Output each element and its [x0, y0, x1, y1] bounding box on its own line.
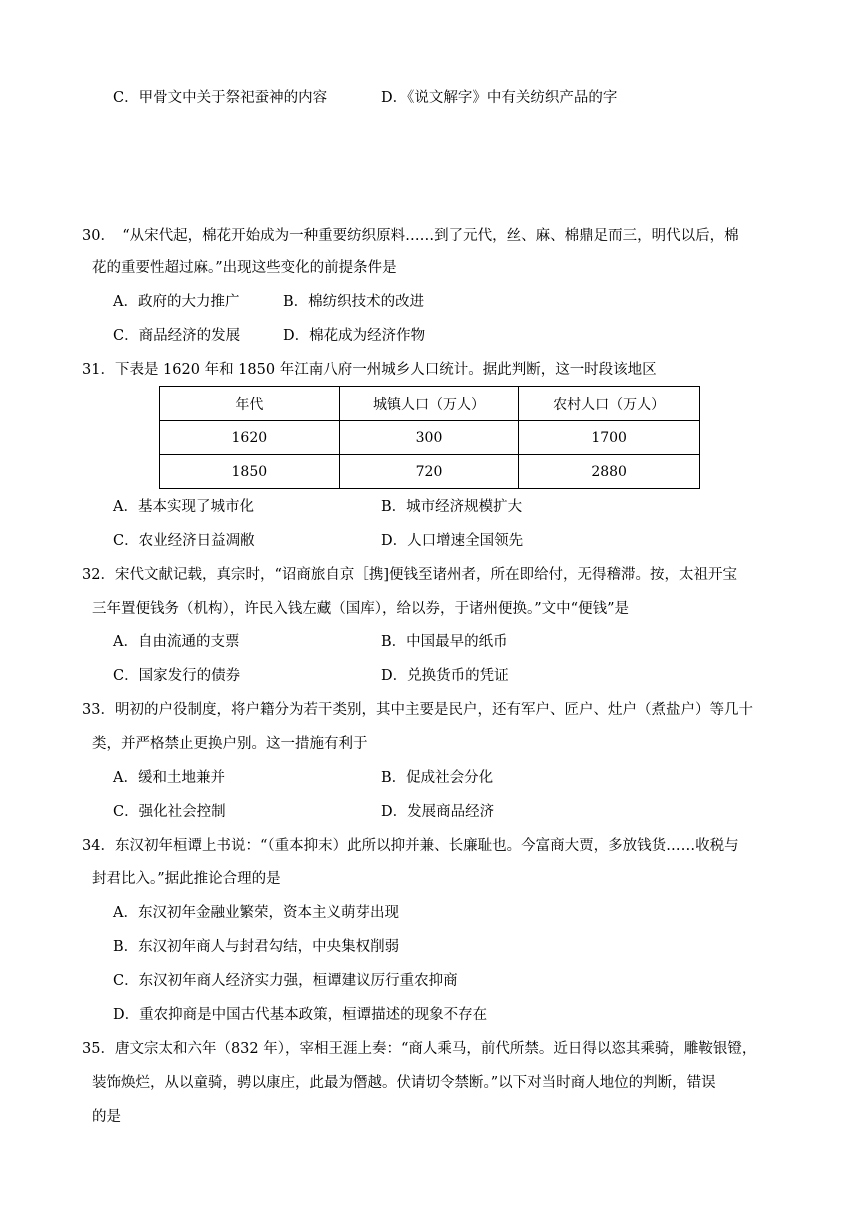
table-row: [160, 455, 700, 489]
q31-stem-line1: 31．下表是 1620 年和 1850 年江南八府一州城乡人口统计。据此判断，这一时段该地区: [82, 362, 657, 378]
q33-option-b: B．促成社会分化: [381, 770, 494, 786]
table-cell: 720: [339, 455, 519, 489]
q30-stem-line1: 30． “从宋代起，棉花开始成为一种重要纺织原料……到了元代，丝、麻、棉鼎足而三，明代以后，棉: [82, 228, 739, 244]
q32-option-d: D．兑换货币的凭证: [381, 668, 509, 684]
q34-option-d: D．重农抑商是中国古代基本政策，桓谭描述的现象不存在: [113, 1007, 488, 1023]
table-row: [160, 421, 700, 455]
q33-option-a: A．缓和土地兼并: [113, 770, 225, 786]
q32-stem-line2: 三年置便钱务（机构），许民入钱左藏（国库），给以券，于诸州便换。”文中“便钱”是: [92, 601, 629, 617]
table-header-cell: 城镇人口（万人）: [339, 387, 519, 421]
table-cell: 1620: [160, 421, 340, 455]
q29-option-c: C．甲骨文中关于祭祀蚕神的内容: [113, 90, 328, 106]
q31-option-d: D．人口增速全国领先: [381, 533, 524, 549]
q34-stem-line2: 封君比入。”据此推论合理的是: [92, 871, 281, 887]
q32-option-c: C．国家发行的债券: [113, 668, 241, 684]
q32-option-a: A．自由流通的支票: [113, 634, 240, 650]
q33-option-d: D．发展商品经济: [381, 804, 495, 820]
q34-option-b: B．东汉初年商人与封君勾结，中央集权削弱: [113, 939, 400, 955]
table-header-cell: 年代: [160, 387, 340, 421]
q31-option-a: A．基本实现了城市化: [113, 499, 254, 515]
q32-option-b: B．中国最早的纸币: [381, 634, 508, 650]
q31-option-c: C．农业经济日益凋敝: [113, 533, 255, 549]
q33-option-c: C．强化社会控制: [113, 804, 226, 820]
q35-stem-line1: 35．唐文宗太和六年（832 年），宰相王涯上奏：“商人乘马，前代所禁。近日得以恣其乘骑，雕鞍银镫，: [82, 1041, 757, 1057]
q33-stem-line2: 类，并严格禁止更换户别。这一措施有利于: [92, 736, 368, 752]
table-cell: 300: [339, 421, 519, 455]
q35-stem-line2: 装饰焕烂，从以童骑，骋以康庄，此最为僭越。伏请切令禁断。”以下对当时商人地位的判断，错误: [92, 1075, 716, 1091]
table-header-row: [160, 387, 700, 421]
q35-stem-line3: 的是: [92, 1109, 121, 1125]
q32-stem-line1: 32．宋代文献记载，真宗时，“诏商旅自京［携]便钱至诸州者，所在即给付，无得稽滞。按，太祖开宝: [82, 567, 738, 583]
q29-option-d: D．《说文解字》中有关纺织产品的字: [381, 90, 618, 106]
table-cell: 2880: [519, 455, 700, 489]
q34-option-c: C．东汉初年商人经济实力强，桓谭建议厉行重农抑商: [113, 973, 458, 989]
q30-option-c: C．商品经济的发展: [113, 328, 241, 344]
q30-option-b: B．棉纺织技术的改进: [283, 294, 425, 310]
table-cell: 1850: [160, 455, 340, 489]
q30-option-d: D．棉花成为经济作物: [283, 328, 426, 344]
population-table: [159, 386, 700, 489]
q33-stem-line1: 33．明初的户役制度，将户籍分为若干类别，其中主要是民户，还有军户、匠户、灶户（煮盐户）等几十: [82, 702, 753, 718]
q34-stem-line1: 34．东汉初年桓谭上书说：“（重本抑末）此所以抑并兼、长廉耻也。今富商大贾，多放钱货……收税与: [82, 838, 739, 854]
q34-option-a: A．东汉初年金融业繁荣，资本主义萌芽出现: [113, 905, 399, 921]
q31-option-b: B．城市经济规模扩大: [381, 499, 523, 515]
table-cell: 1700: [519, 421, 700, 455]
q30-option-a: A．政府的大力推广: [113, 294, 240, 310]
q30-stem-line2: 花的重要性超过麻。”出现这些变化的前提条件是: [92, 260, 397, 276]
table-header-cell: 农村人口（万人）: [519, 387, 700, 421]
